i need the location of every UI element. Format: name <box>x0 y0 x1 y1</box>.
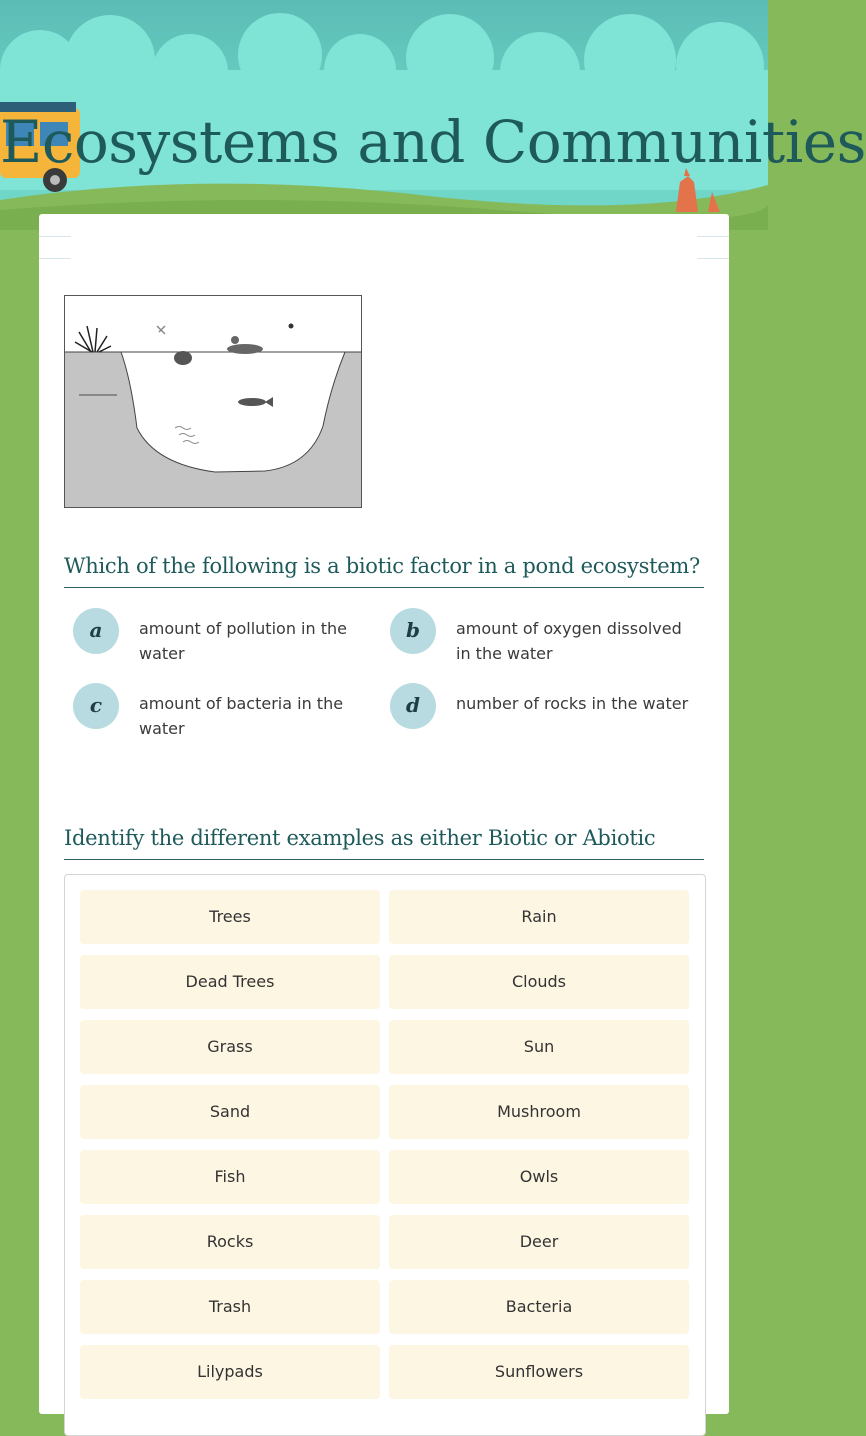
draggable-item[interactable]: Fish <box>80 1150 380 1204</box>
choice-letter-badge: a <box>73 608 119 654</box>
divider <box>39 258 71 259</box>
draggable-item[interactable]: Bacteria <box>389 1280 689 1334</box>
choice-letter-badge: c <box>73 683 119 729</box>
draggable-item[interactable]: Trash <box>80 1280 380 1334</box>
choice-letter-badge: d <box>390 683 436 729</box>
dragonfly-icon <box>157 326 165 334</box>
draggable-item[interactable]: Dead Trees <box>80 955 380 1009</box>
header-banner <box>0 0 866 230</box>
draggable-item[interactable]: Sunflowers <box>389 1345 689 1399</box>
turtle-icon <box>174 351 192 365</box>
choice-b[interactable] <box>390 608 690 668</box>
divider <box>697 258 729 259</box>
choice-text: amount of pollution in the water <box>139 619 347 663</box>
draggable-item[interactable]: Mushroom <box>389 1085 689 1139</box>
draggable-item[interactable]: Owls <box>389 1150 689 1204</box>
reeds-icon <box>75 326 111 352</box>
draggable-item[interactable]: Lilypads <box>80 1345 380 1399</box>
insect-icon <box>289 324 294 329</box>
duck-icon <box>227 336 263 354</box>
choice-letter-badge: b <box>390 608 436 654</box>
pond-ecosystem-image <box>64 295 362 508</box>
choice-text: amount of oxygen dissolved in the water <box>456 619 682 663</box>
draggable-item[interactable]: Sand <box>80 1085 380 1139</box>
choice-a[interactable] <box>73 608 373 668</box>
choice-c[interactable] <box>73 683 373 743</box>
draggable-item[interactable]: Rocks <box>80 1215 380 1269</box>
draggable-item[interactable]: Rain <box>389 890 689 944</box>
choice-text: amount of bacteria in the water <box>139 694 344 738</box>
page-title: Ecosystems and Communities <box>0 108 866 176</box>
draggable-item[interactable]: Sun <box>389 1020 689 1074</box>
question-1-prompt: Which of the following is a biotic factor in a pond ecosystem? <box>64 554 704 588</box>
draggable-item[interactable]: Trees <box>80 890 380 944</box>
choice-d[interactable] <box>390 683 690 743</box>
divider <box>697 236 729 237</box>
draggable-item[interactable]: Clouds <box>389 955 689 1009</box>
worksheet-card <box>39 214 729 1414</box>
sort-items-container <box>64 874 706 1436</box>
draggable-item[interactable]: Deer <box>389 1215 689 1269</box>
draggable-item[interactable]: Grass <box>80 1020 380 1074</box>
choice-text: number of rocks in the water <box>456 694 689 713</box>
divider <box>39 236 71 237</box>
question-2-prompt: Identify the different examples as either Biotic or Abiotic <box>64 826 704 860</box>
